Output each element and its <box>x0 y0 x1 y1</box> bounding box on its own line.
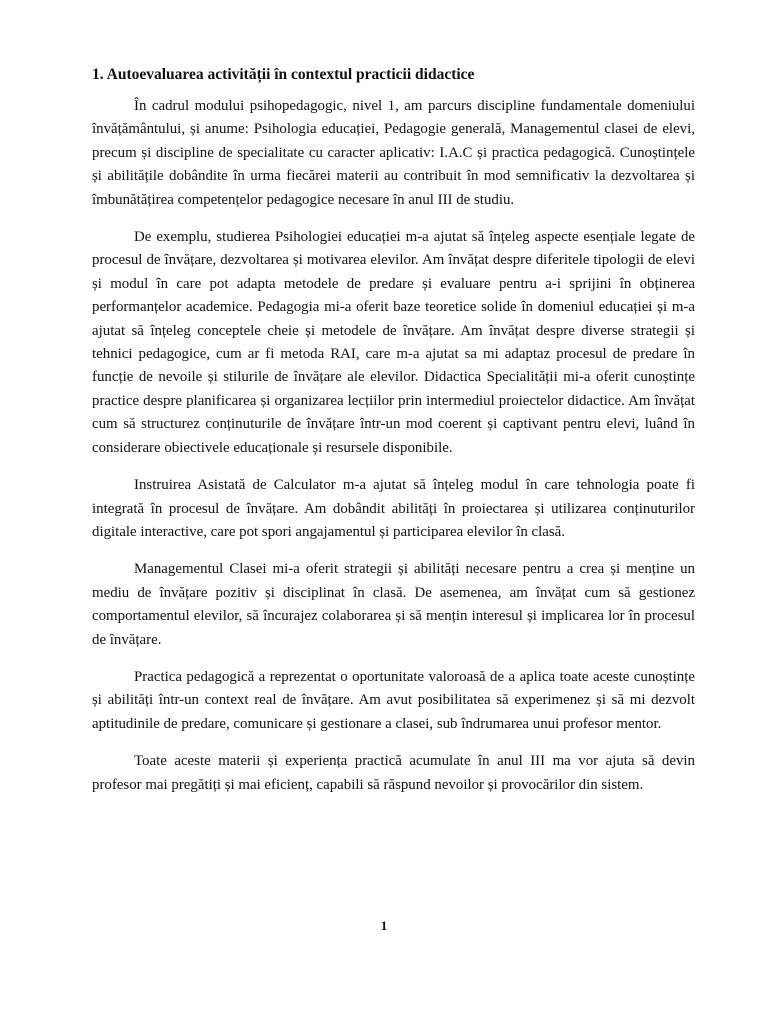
paragraph-examples: De exemplu, studierea Psihologiei educației m-a ajutat să înțeleg aspecte esențiale legate de procesul de învățare, dezvoltarea și motivarea elevilor. Am învățat despre diferitele tipologii de elevi și modul în care pot adapta metodele de predare și evaluare pentru a-i sprijini în obținerea performanțelor academice. Pedagogia mi-a oferit baze teoretice solide în domeniul educației și m-a ajutat să înțeleg conceptele cheie și metodele de învățare. Am învățat despre diverse strategii și tehnici pedagogice, cum ar fi metoda RAI, care m-a ajutat sa mi adaptaz procesul de predare în funcție de nevoile și stilurile de învățare ale elevilor. Didactica Specialității mi-a oferit cunoștințe practice despre planificarea și organizarea lecțiilor prin intermediul proiectelor didactice. Am învățat cum să structurez conținuturile de învățare într-un mod coerent și captivant pentru elevi, luând în considerare obiectivele educaționale și resursele disponibile. <box>92 229 695 456</box>
document-body <box>92 65 695 811</box>
paragraph-intro: În cadrul modului psihopedagogic, nivel 1, am parcurs discipline fundamentale domeniului învățământului, și anume: Psihologia educației, Pedagogie generală, Managementul clasei de elevi, precum și discipline de specialitate cu caracter aplicativ: I.A.C și practica pedagogică. Cunoștințele și abilitățile dobândite în urma fiecărei materii au contribuit în mod semnificativ la dezvoltarea și îmbunătățirea competențelor pedagogice necesare în anul III de studiu. <box>92 98 695 208</box>
paragraph-practice: Practica pedagogică a reprezentat o oportunitate valoroasă de a aplica toate aceste cunoștințe și abilități într-un context real de învățare. Am avut posibilitatea să experimenez și să mi dezvolt aptitudinile de predare, comunicare și gestionare a clasei, sub îndrumarea unui profesor mentor. <box>92 668 695 732</box>
paragraph-iac: Instruirea Asistată de Calculator m-a ajutat să înțeleg modul în care tehnologia poate fi integrată în procesul de învățare. Am dobândit abilități în proiectarea și utilizarea conținuturilor digitale interactive, care pot spori angajamentul și participarea elevilor în clasă. <box>92 477 695 540</box>
section-heading: 1. Autoevaluarea activității în contextul practicii didactice <box>92 66 475 83</box>
paragraph-class-management: Managementul Clasei mi-a oferit strategii și abilități necesare pentru a crea și menține un mediu de învățare pozitiv și disciplinat în clasă. De asemenea, am învățat cum să gestionez comportamentul elevilor, să încurajez colaborarea și să mențin interesul și implicarea lor în procesul de învățare. <box>92 561 695 648</box>
paragraph-conclusion: Toate aceste materii și experiența practică acumulate în anul III ma vor ajuta să devin profesor mai pregătiți și mai eficienț, capabili să răspund nevoilor și provocărilor din sistem. <box>92 753 695 793</box>
page-number: 1 <box>380 918 388 933</box>
